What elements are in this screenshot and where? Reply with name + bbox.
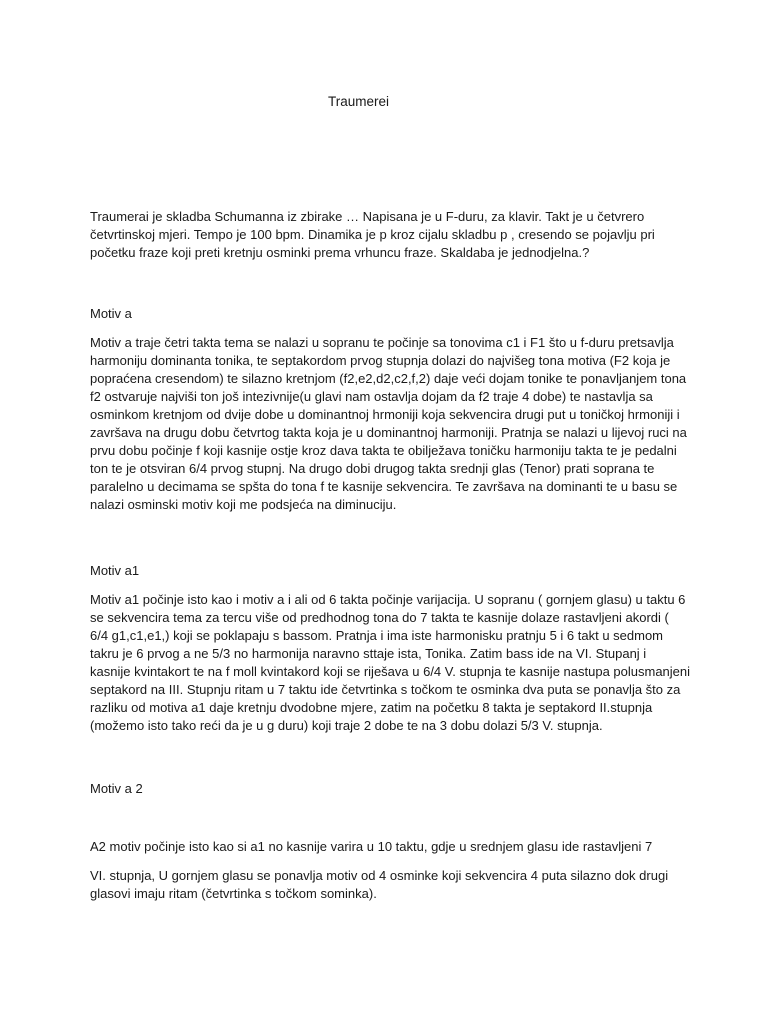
section-heading-motiv-a1: Motiv a1 <box>90 563 140 578</box>
motiv-a2-paragraph-1: A2 motiv počinje isto kao si a1 no kasnije varira u 10 taktu, gdje u srednjem glasu ide rastavljeni 7 <box>90 839 653 854</box>
section-heading-motiv-a: Motiv a <box>90 306 132 321</box>
section-heading-motiv-a2: Motiv a 2 <box>90 781 143 796</box>
motiv-a2-paragraph-2: VI. stupnja, U gornjem glasu se ponavlja motiv od 4 osminke koji sekvencira 4 puta silazno dok drugi glasovi imaju ritam (četvrtinka s točkom sominka). <box>90 868 669 901</box>
document-title: Traumerei <box>328 94 390 109</box>
intro-paragraph: Traumerai je skladba Schumanna iz zbirake … Napisana je u F-duru, za klavir. Takt je u četvrero četvrtinskoj mjeri. Tempo je 100 bpm. Dinamika je p kroz cijalu skladbu p , cresendo se pojavlju pri početku fraze koji preti kretnju osminki prema vrhuncu fraze. Skaldaba je jednodjelna.? <box>90 209 655 260</box>
motiv-a-paragraph: Motiv a traje četri takta tema se nalazi u sopranu te počinje sa tonovima c1 i F1 što u f-duru pretsavlja harmoniju dominanta tonika, te septakordom prvog stupnja dolazi do najvišeg tona motiva (F2 koja je popraćena cresendom) te silazno kretnjom (f2,e2,d2,c2,f,2) daje veći dojam tonike te ponavljanjem tona f2 ostvaruje najviši ton još intezivnije(u glavi nam ostavlja dojam da f2 traje 4 dobe) te nastavlja sa osminkom kretnjom od dvije dobe u dominantnoj hrmoniji koja sekvencira drugi put u toničkoj hrmoniji i završava na drugu dobu četvrtog takta koja je u dominantnoj harmoniji. Pratnja se nalazi u lijevoj ruci na prvu dobu počinje f koji kasnije ostje kroz dava takta te obilježava toničku harmoniju takta te je pedalni ton te je otsviran 6/4 prvog stupnj. Na drugo dobi drugog takta srednji glas (Tenor) prati soprana te paralelno u decimama se spšta do tona f te kasnije sekvencira. Te završava na dominanti te u basu se nalazi osminski motiv koji me podsjeća na diminuciju. <box>90 335 687 512</box>
motiv-a1-paragraph: Motiv a1 počinje isto kao i motiv a i ali od 6 takta počinje varijacija. U sopranu ( gornjem glasu) u taktu 6 se sekvencira tema za tercu više od predhodnog tona do 7 takta te kasnije dolaze rastavljeni akordi ( 6/4 g1,c1,e1,) koji se poklapaju s bassom. Pratnja i ima iste harmonisku pratnju 5 i 6 takt u sedmom takru je 6 prvog a ne 5/3 no harmonija naravno sttaje ista, Tonika. Zatim bass ide na VI. Stupanj i kasnije kvintakort te na f moll kvintakord koji se riješava u 6/4 V. stupnja te kasnije nastupa polusmanjeni septakord na III. Stupnju ritam u 7 taktu ide četvrtinka s točkom te osminka dva puta se ponavlja što za razliku od motiva a1 daje kretnju dvodobne mjere, zatim na početku 8 takta je septakord II.stupnja (možemo isto tako reći da je u g duru) koji traje 2 dobe te na 3 dobu dolazi 5/3 V. stupnja. <box>90 592 691 733</box>
